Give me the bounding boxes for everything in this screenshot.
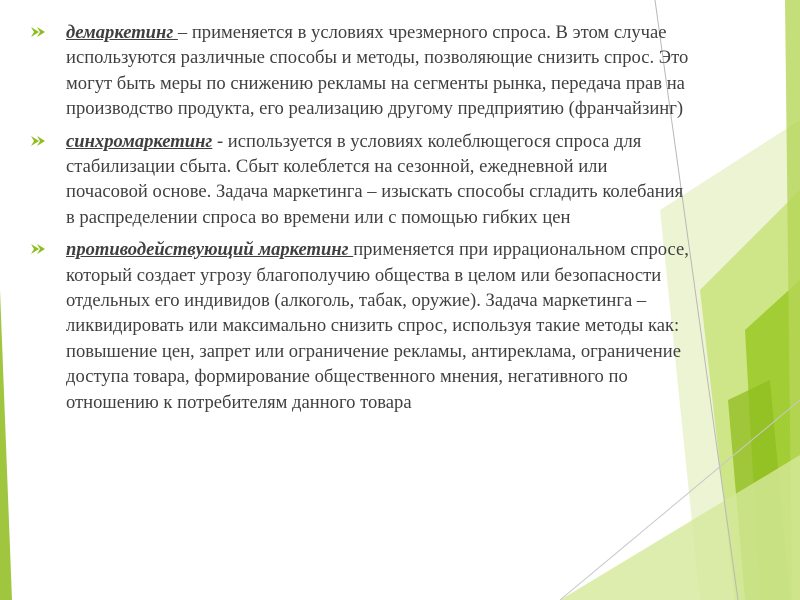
term-synchromarketing: синхромаркетинг <box>66 130 213 152</box>
bullet-list <box>30 20 690 422</box>
list-item-demarketing <box>30 20 690 122</box>
term-demarketing: демаркетинг <box>66 22 178 43</box>
description-countermarketing: применяется при иррациональном спросе, который создает угрозу благополучию общества в целом или безопасности отдельных его индивидов (алкоголь, табак, оружие). Задача маркетинга – ликвидировать или максимально снизить спрос, используя такие методы как: повышение цен, запрет или ограничение рекламы, антиреклама, ограничение доступа товара, формирование общественного мнения, негативного по отношению к потребителям данного товара <box>66 239 689 413</box>
description-synchromarketing: - используется в условиях колеблющегося спроса для стабилизации сбыта. Сбыт колеблется на сезонной, ежедневной или почасовой основе. Задача маркетинга – изыскать способы сгладить колебания в распределении спроса во времени или с помощью гибких цен <box>66 130 684 228</box>
arrow-bullet-icon <box>30 25 46 39</box>
list-item-countermarketing <box>30 237 690 415</box>
left-green-strip <box>0 290 12 600</box>
term-countermarketing: противодействующий маркетинг <box>66 239 354 261</box>
arrow-bullet-icon <box>30 134 46 148</box>
description-demarketing: – применяется в условиях чрезмерного спроса. В этом случае используются различные способы и методы, позволяющие снизить спрос. Это могут быть меры по снижению рекламы на сегменты рынка, передача прав на производство продукта, его реализацию другому предприятию (франчайзинг) <box>66 22 689 120</box>
bottom-facet <box>560 455 800 600</box>
list-item-synchromarketing <box>30 129 690 231</box>
arrow-bullet-icon <box>30 242 46 256</box>
